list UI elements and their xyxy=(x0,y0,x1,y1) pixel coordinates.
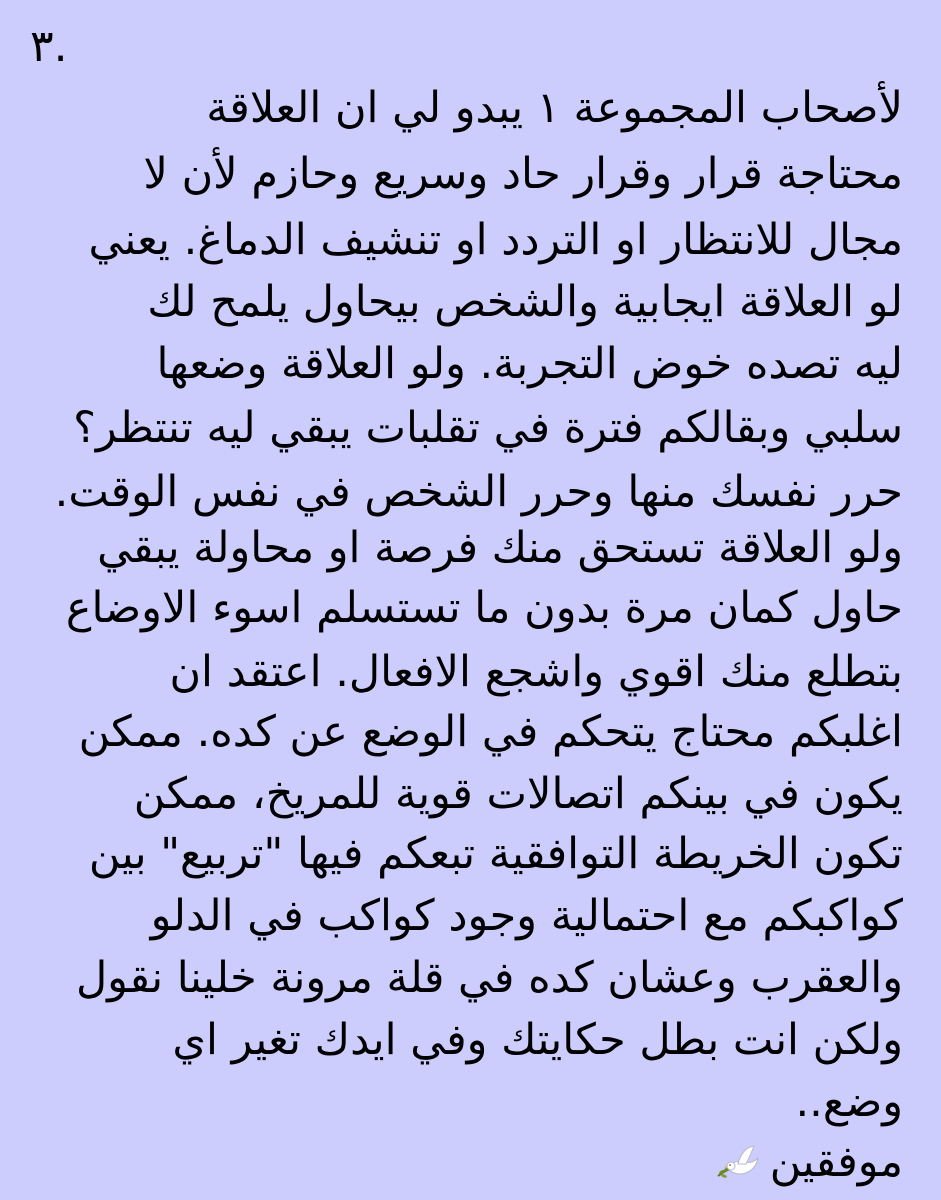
text-line: سلبي وبقالكم فترة في تقلبات يبقي ليه تنتظر؟ xyxy=(73,403,903,453)
text-line: محتاجة قرار وقرار حاد وسريع وحازم لأن لا xyxy=(143,149,903,199)
text-line: حرر نفسك منها وحرر الشخص في نفس الوقت. xyxy=(54,467,903,517)
text-line: حاول كمان مرة بدون ما تستسلم اسوء الاوضاع xyxy=(65,583,903,633)
dove-icon xyxy=(714,1140,762,1184)
text-line: كواكبكم مع احتمالية وجود كواكب في الدلو xyxy=(150,891,903,941)
sign-off xyxy=(714,1130,903,1194)
text-line: والعقرب وعشان كده في قلة مرونة خلينا نقول xyxy=(75,953,903,1003)
text-line: بتطلع منك اقوي واشجع الافعال. اعتقد ان xyxy=(169,647,903,697)
text-line: مجال للانتظار او التردد او تنشيف الدماغ. يعني xyxy=(88,215,903,265)
text-line: وضع.. xyxy=(795,1077,903,1127)
text-line: اغلبكم محتاج يتحكم في الوضع عن كده. ممكن xyxy=(78,707,903,757)
text-line: ولكن انت بطل حكايتك وفي ايدك تغير اي xyxy=(172,1015,903,1065)
text-line: ليه تصده خوض التجربة. ولو العلاقة وضعها xyxy=(156,339,903,389)
sign-off-text: موفقين xyxy=(769,1137,903,1187)
text-line: تكون الخريطة التوافقية تبعكم فيها "تربيع" بين xyxy=(88,829,903,879)
text-line: لأصحاب المجموعة ١ يبدو لي ان العلاقة xyxy=(206,83,903,133)
text-line: يكون في بينكم اتصالات قوية للمريخ، ممكن xyxy=(133,769,903,819)
text-line: لو العلاقة ايجابية والشخص بيحاول يلمح لك xyxy=(147,277,903,327)
section-number: ٣. xyxy=(30,21,68,72)
text-line: ولو العلاقة تستحق منك فرصة او محاولة يبقي xyxy=(97,523,903,573)
